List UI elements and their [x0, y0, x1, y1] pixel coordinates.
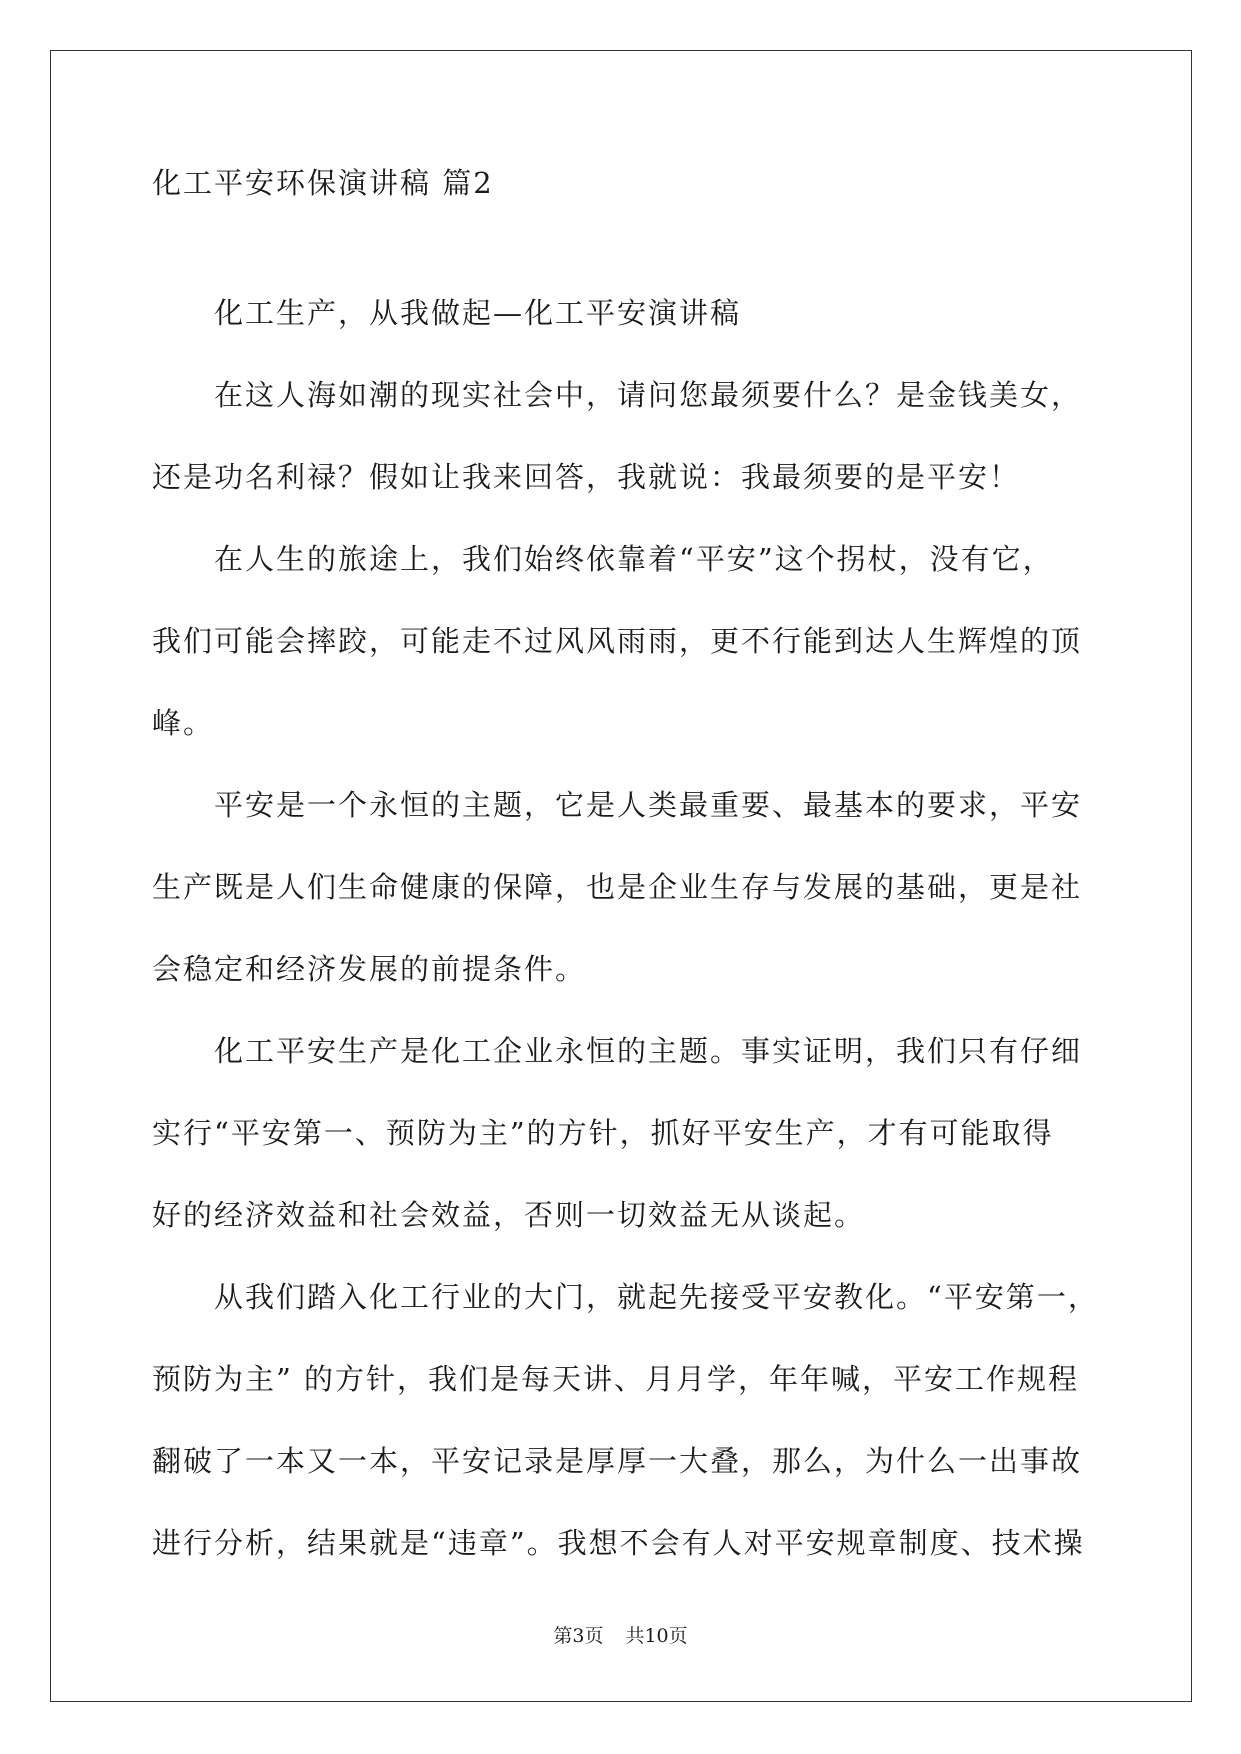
page-total: 共10页	[625, 1625, 688, 1647]
text-line: 预防为主” 的方针，我们是每天讲、月月学，年年喊，平安工作规程	[152, 1362, 1080, 1396]
text-line: 还是功名利禄？假如让我来回答，我就说：我最须要的是平安！	[152, 460, 1021, 494]
text-line: 进行分析，结果就是“违章”。我想不会有人对平安规章制度、技术操	[152, 1526, 1085, 1560]
text-line: 化工平安生产是化工企业永恒的主题。事实证明，我们只有仔细	[214, 1034, 1083, 1068]
text-line: 生产既是人们生命健康的保障，也是企业生存与发展的基础，更是社	[152, 870, 1083, 904]
paragraph-lines	[152, 272, 1099, 1584]
text-line: 峰。	[152, 706, 215, 740]
document-body	[152, 166, 1099, 1584]
text-line: 好的经济效益和社会效益，否则一切效益无从谈起。	[152, 1198, 866, 1232]
text-line: 化工生产，从我做起—化工平安演讲稿	[214, 296, 742, 330]
page-number: 第3页	[553, 1625, 604, 1647]
text-line: 会稳定和经济发展的前提条件。	[152, 952, 587, 986]
text-line: 翻破了一本又一本，平安记录是厚厚一大叠，那么，为什么一出事故	[152, 1444, 1083, 1478]
text-line: 平安是一个永恒的主题，它是人类最重要、最基本的要求，平安	[214, 788, 1083, 822]
text-line: 实行“平安第一、预防为主”的方针，抓好平安生产，才有可能取得	[152, 1116, 1054, 1150]
page-footer	[0, 1621, 1241, 1648]
text-line: 在人生的旅途上，我们始终依靠着“平安”这个拐杖，没有它，	[214, 542, 1054, 576]
text-line: 从我们踏入化工行业的大门，就起先接受平安教化。“平安第一，	[214, 1280, 1099, 1314]
text-line: 我们可能会摔跤，可能走不过风风雨雨，更不行能到达人生辉煌的顶	[152, 624, 1083, 658]
document-title: 化工平安环保演讲稿 篇2	[152, 166, 494, 200]
text-line: 在这人海如潮的现实社会中，请问您最须要什么？是金钱美女，	[214, 378, 1083, 412]
